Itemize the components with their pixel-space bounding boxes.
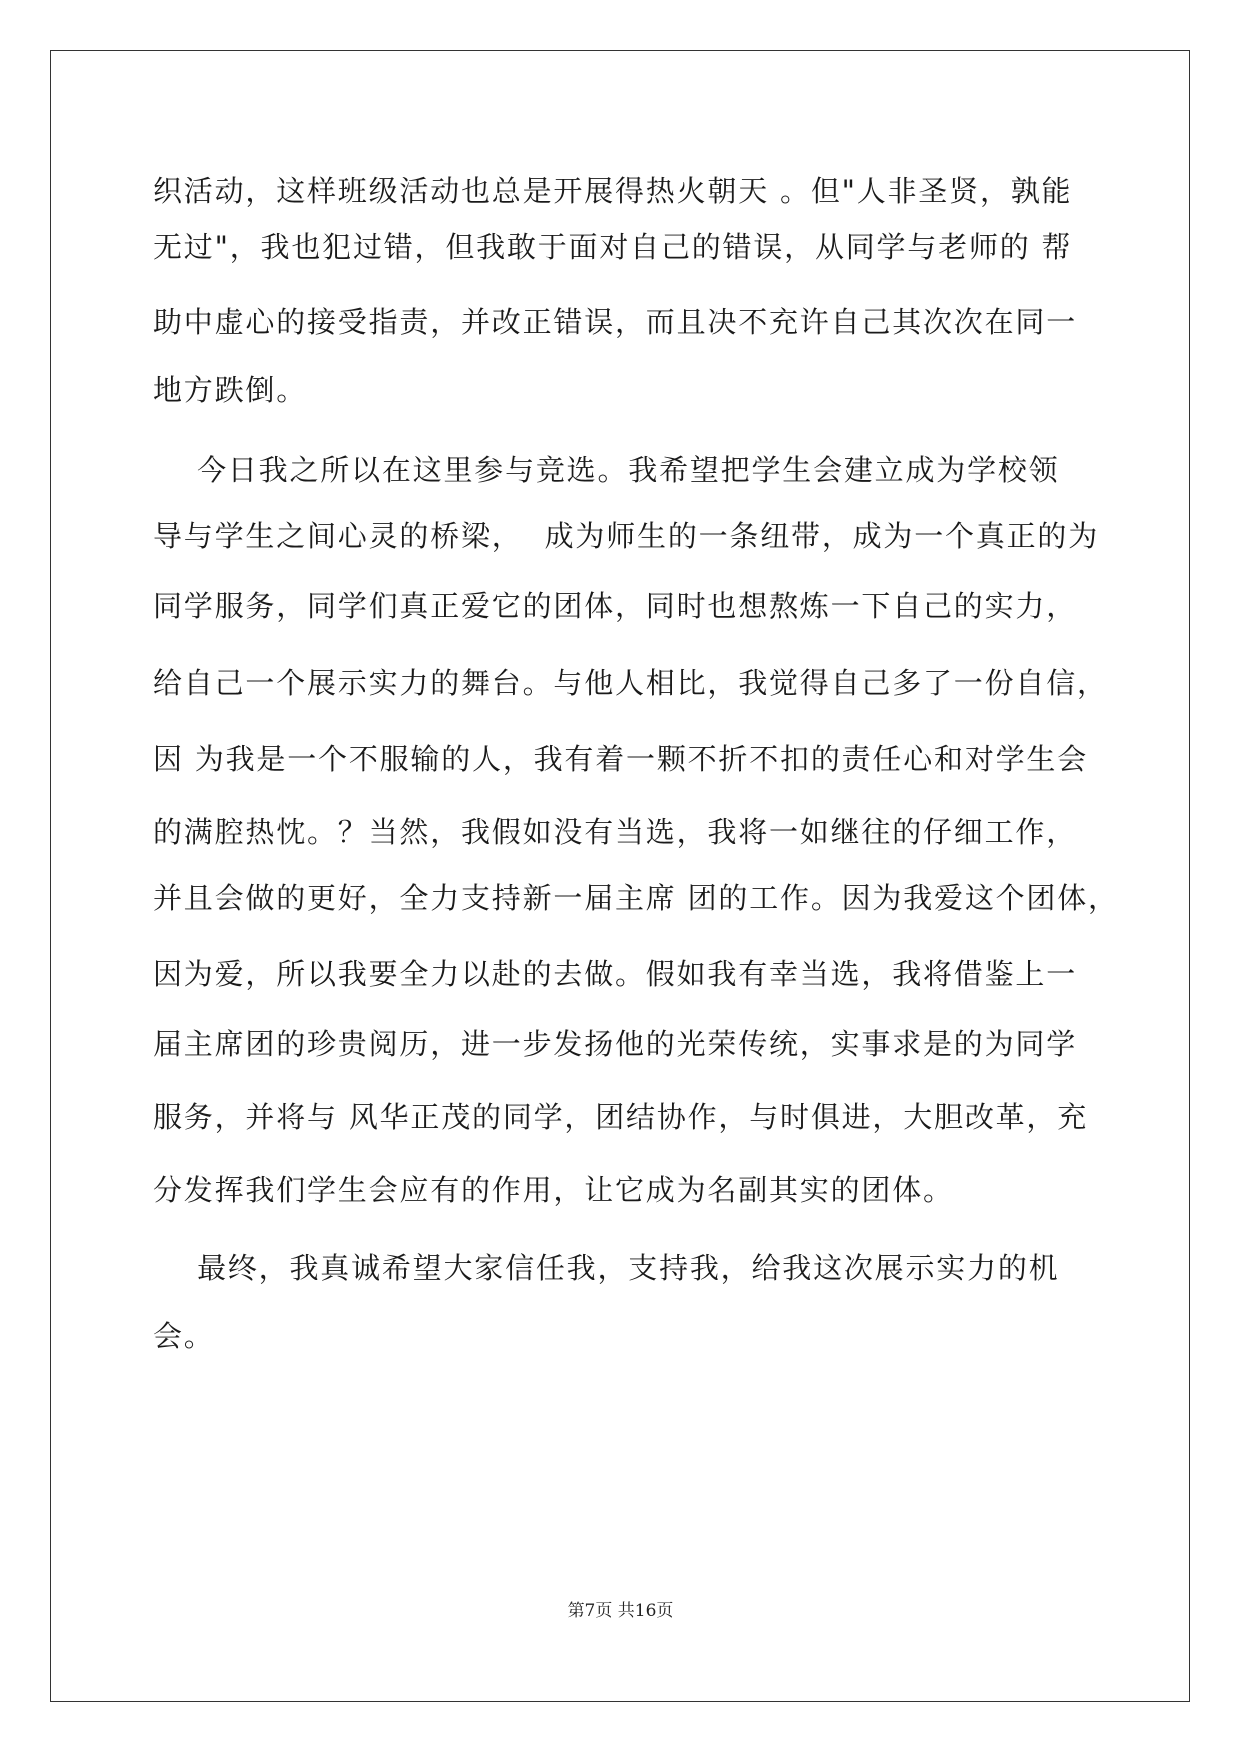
body-text-line: 地方跌倒。 [153,373,308,407]
body-text-line: 助中虚心的接受指责，并改正错误，而且决不充许自己其次次在同一 [153,305,1078,339]
body-text-line: 届主席团的珍贵阅历，进一步发扬他的光荣传统，实事求是的为同学 [153,1027,1078,1061]
body-text-line: 导与学生之间心灵的桥梁， 成为师生的一条纽带，成为一个真正的为 [153,519,1100,553]
body-text-line: 给自己一个展示实力的舞台。与他人相比，我觉得自己多了一份自信， [153,666,1108,700]
body-text-line: 无过"，我也犯过错，但我敢于面对自己的错误，从同学与老师的 帮 [153,230,1073,264]
paragraph-line-indented: 今日我之所以在这里参与竞选。我希望把学生会建立成为学校领 [153,453,1060,487]
page-border [50,50,1190,1702]
body-text-line: 的满腔热忱。？当然，我假如没有当选，我将一如继往的仔细工作， [153,815,1078,849]
body-text-line: 因为爱，所以我要全力以赴的去做。假如我有幸当选，我将借鉴上一 [153,957,1078,991]
body-text-line: 分发挥我们学生会应有的作用，让它成为名副其实的团体。 [153,1173,954,1207]
paragraph-line-indented: 最终，我真诚希望大家信任我，支持我，给我这次展示实力的机 [153,1251,1060,1285]
body-text-line: 因 为我是一个不服输的人，我有着一颗不折不扣的责任心和对学生会 [153,742,1089,776]
body-text-line: 会。 [153,1319,215,1353]
page-number-footer: 第7页 共16页 [567,1601,674,1621]
body-text-line: 同学服务，同学们真正爱它的团体，同时也想熬炼一下自己的实力， [153,589,1078,623]
body-text-line: 织活动，这样班级活动也总是开展得热火朝天 。但"人非圣贤，孰能 [153,174,1073,208]
body-text-line: 服务，并将与 风华正茂的同学，团结协作，与时俱进，大胆改革，充 [153,1100,1089,1134]
body-text-line: 并且会做的更好，全力支持新一届主席 团的工作。因为我爱这个团体， [153,881,1119,915]
